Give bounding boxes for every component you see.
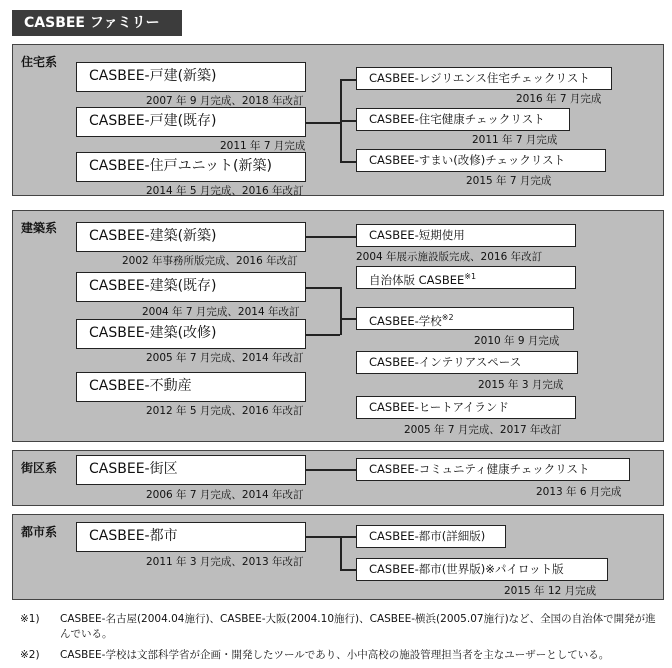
building-item-caption: 2005 年 7 月完成、2014 年改訂 bbox=[146, 352, 304, 364]
section-label: 住宅系 bbox=[21, 55, 58, 69]
building-item-existing: CASBEE-建築(既存) bbox=[76, 272, 306, 302]
footnote-1 bbox=[20, 612, 660, 642]
footnote-mark: ※1) bbox=[20, 613, 40, 625]
building-tool-caption: 2005 年 7 月完成、2017 年改訂 bbox=[404, 424, 562, 436]
footnote-mark: ※1 bbox=[464, 272, 477, 281]
building-tool-municipal-label: 自治体版 CASBEE bbox=[369, 272, 465, 287]
housing-tool-caption: 2016 年 7 月完成 bbox=[516, 93, 602, 105]
connector-line bbox=[306, 334, 340, 336]
housing-item-caption: 2011 年 7 月完成 bbox=[220, 140, 306, 152]
diagram-title: CASBEE ファミリー bbox=[12, 10, 182, 36]
connector-line bbox=[340, 569, 356, 571]
housing-item-dwelling-unit: CASBEE-住戸ユニット(新築) bbox=[76, 152, 306, 182]
building-tool-caption: 2004 年展示施設版完成、2016 年改訂 bbox=[356, 251, 543, 263]
building-tool-school-label: CASBEE-学校 bbox=[369, 313, 442, 328]
housing-item-caption: 2014 年 5 月完成、2016 年改訂 bbox=[146, 185, 304, 197]
connector-line bbox=[340, 536, 342, 570]
housing-tool-caption: 2011 年 7 月完成 bbox=[472, 134, 558, 146]
building-item-new: CASBEE-建築(新築) bbox=[76, 222, 306, 252]
connector-line bbox=[340, 120, 356, 122]
building-tool-municipal bbox=[356, 266, 576, 289]
housing-tool-caption: 2015 年 7 月完成 bbox=[466, 175, 552, 187]
section-label: 建築系 bbox=[21, 221, 58, 235]
building-tool-short-term: CASBEE-短期使用 bbox=[356, 224, 576, 247]
housing-tool-renovation: CASBEE-すまい(改修)チェックリスト bbox=[356, 149, 606, 172]
building-tool-caption: 2010 年 9 月完成 bbox=[474, 335, 560, 347]
building-tool-school bbox=[356, 307, 574, 330]
district-tool-community: CASBEE-コミュニティ健康チェックリスト bbox=[356, 458, 630, 481]
housing-tool-health: CASBEE-住宅健康チェックリスト bbox=[356, 108, 570, 131]
building-tool-caption: 2015 年 3 月完成 bbox=[478, 379, 564, 391]
housing-item-detached-new: CASBEE-戸建(新築) bbox=[76, 62, 306, 92]
city-tool-detailed: CASBEE-都市(詳細版) bbox=[356, 525, 506, 548]
connector-line bbox=[340, 79, 356, 81]
connector-line bbox=[306, 469, 356, 471]
housing-item-detached-existing: CASBEE-戸建(既存) bbox=[76, 107, 306, 137]
footnote-text: CASBEE-学校は文部科学省が企画・開発したツールであり、小中高校の施設管理担当者を主なユーザーとしている。 bbox=[60, 649, 610, 661]
district-tool-caption: 2013 年 6 月完成 bbox=[536, 486, 622, 498]
connector-line bbox=[306, 287, 340, 289]
building-tool-heat-island: CASBEE-ヒートアイランド bbox=[356, 396, 576, 419]
building-item-real-estate: CASBEE-不動産 bbox=[76, 372, 306, 402]
housing-item-caption: 2007 年 9 月完成、2018 年改訂 bbox=[146, 95, 304, 107]
city-tool-caption: 2015 年 12 月完成 bbox=[504, 585, 597, 597]
district-item-caption: 2006 年 7 月完成、2014 年改訂 bbox=[146, 489, 304, 501]
connector-line bbox=[306, 536, 356, 538]
section-label: 都市系 bbox=[21, 525, 58, 539]
connector-line bbox=[306, 236, 356, 238]
section-label: 街区系 bbox=[21, 461, 58, 475]
building-item-caption: 2012 年 5 月完成、2016 年改訂 bbox=[146, 405, 304, 417]
housing-tool-resilience: CASBEE-レジリエンス住宅チェックリスト bbox=[356, 67, 612, 90]
city-tool-world: CASBEE-都市(世界版)※パイロット版 bbox=[356, 558, 608, 581]
footnote-text: CASBEE-名古屋(2004.04施行)、CASBEE-大阪(2004.10施行)、CASBEE-横浜(2005.07施行)など、全国の自治体で開発が進んでいる。 bbox=[60, 613, 656, 640]
connector-line bbox=[340, 287, 342, 335]
building-item-renovation: CASBEE-建築(改修) bbox=[76, 319, 306, 349]
connector-line bbox=[340, 161, 356, 163]
footnote-mark: ※2 bbox=[441, 313, 454, 322]
city-item: CASBEE-都市 bbox=[76, 522, 306, 552]
building-item-caption: 2002 年事務所版完成、2016 年改訂 bbox=[122, 255, 298, 267]
district-item: CASBEE-街区 bbox=[76, 455, 306, 485]
connector-line bbox=[340, 318, 356, 320]
city-item-caption: 2011 年 3 月完成、2013 年改訂 bbox=[146, 556, 304, 568]
footnote-2 bbox=[20, 648, 660, 663]
building-item-caption: 2004 年 7 月完成、2014 年改訂 bbox=[142, 306, 300, 318]
footnote-mark: ※2) bbox=[20, 649, 40, 661]
building-tool-interior: CASBEE-インテリアスペース bbox=[356, 351, 578, 374]
connector-line bbox=[306, 122, 340, 124]
